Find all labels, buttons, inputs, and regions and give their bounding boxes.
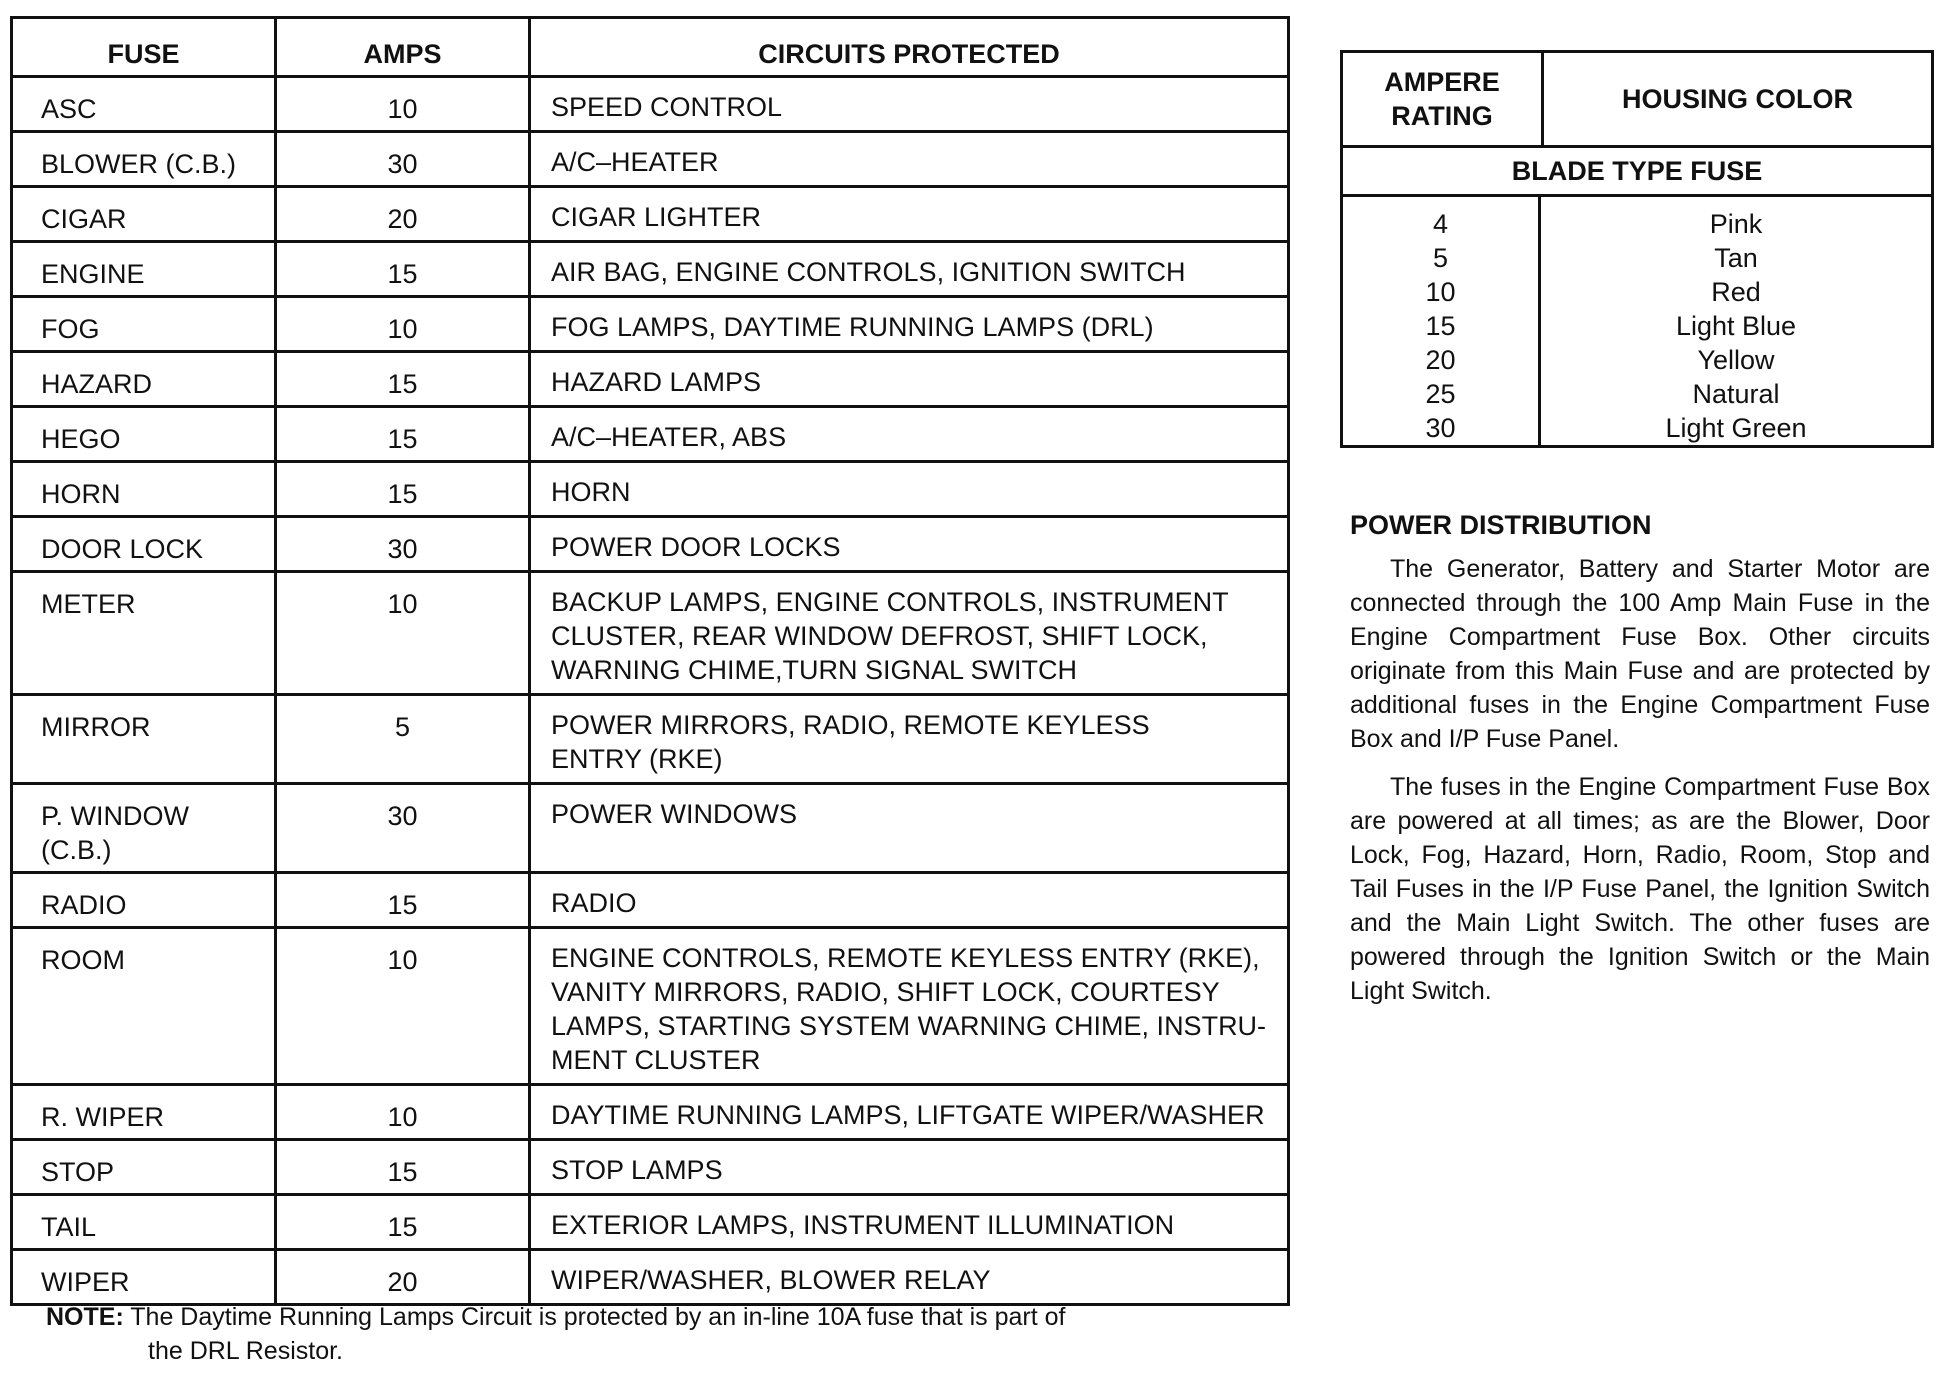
ampere-table-header bbox=[1343, 53, 1931, 148]
power-distribution-paragraph: The Generator, Battery and Starter Motor are connected through the 100 Amp Main Fuse in the Engine Compartment Fuse Box. Other circuits originate from this Main Fuse and are protected by additional fuses in the Engine Compartment Fuse Box and I/P Fuse Panel. bbox=[1350, 555, 1930, 753]
fuse-amps-cell: 15 bbox=[276, 462, 530, 517]
fuse-table-row bbox=[12, 1140, 1289, 1195]
fuse-table-row bbox=[12, 873, 1289, 928]
circuits-column-header: CIRCUITS PROTECTED bbox=[530, 18, 1289, 77]
fuse-table-row bbox=[12, 928, 1289, 1085]
housing-color-cell: Tan bbox=[1714, 243, 1758, 273]
circuits-protected-line: MENT CLUSTER bbox=[551, 1045, 761, 1075]
housing-color-column bbox=[1541, 197, 1931, 445]
fuse-name-cell: P. WINDOW (C.B.) bbox=[12, 784, 276, 873]
fuse-amps-cell: 15 bbox=[276, 352, 530, 407]
fuse-amps-cell: 10 bbox=[276, 297, 530, 352]
fuse-table-row bbox=[12, 462, 1289, 517]
fuse-amps-cell: 30 bbox=[276, 517, 530, 572]
fuse-name-cell: CIGAR bbox=[12, 187, 276, 242]
amps-column-header: AMPS bbox=[276, 18, 530, 77]
fuse-amps-cell: 15 bbox=[276, 1195, 530, 1250]
circuits-protected-cell: POWER DOOR LOCKS bbox=[530, 517, 1289, 572]
fuse-amps-cell: 20 bbox=[276, 1250, 530, 1305]
fuse-table-row bbox=[12, 1085, 1289, 1140]
housing-color-cell: Light Blue bbox=[1675, 311, 1797, 341]
fuse-name-cell: FOG bbox=[12, 297, 276, 352]
power-distribution-title: POWER DISTRIBUTION bbox=[1350, 510, 1652, 540]
fuse-table bbox=[10, 16, 1290, 1306]
fuse-name-cell: ENGINE bbox=[12, 242, 276, 297]
circuits-protected-cell bbox=[530, 928, 1289, 1085]
circuits-protected-cell: CIGAR LIGHTER bbox=[530, 187, 1289, 242]
fuse-table-header-row bbox=[12, 18, 1289, 77]
housing-color-cell: Natural bbox=[1692, 379, 1780, 409]
ampere-rating-cell: 30 bbox=[1425, 413, 1456, 443]
fuse-amps-cell: 15 bbox=[276, 242, 530, 297]
circuits-protected-cell: A/C–HEATER, ABS bbox=[530, 407, 1289, 462]
circuits-protected-line: ENTRY (RKE) bbox=[551, 744, 723, 774]
circuits-protected-cell: STOP LAMPS bbox=[530, 1140, 1289, 1195]
fuse-table-row bbox=[12, 517, 1289, 572]
ampere-rating-cell: 25 bbox=[1425, 379, 1456, 409]
note-text-line-1: The Daytime Running Lamps Circuit is protected by an in-line 10A fuse that is part of bbox=[130, 1303, 1066, 1331]
circuits-protected-cell: AIR BAG, ENGINE CONTROLS, IGNITION SWITCH bbox=[530, 242, 1289, 297]
fuse-name-cell: MIRROR bbox=[12, 695, 276, 784]
fuse-amps-cell: 15 bbox=[276, 407, 530, 462]
housing-color-cell: Light Green bbox=[1665, 413, 1807, 443]
circuits-protected-line: ENGINE CONTROLS, REMOTE KEYLESS ENTRY (RKE), bbox=[551, 943, 1260, 973]
housing-color-header: HOUSING COLOR bbox=[1621, 83, 1853, 114]
ampere-color-table bbox=[1340, 50, 1934, 448]
ampere-rating-cell: 4 bbox=[1432, 209, 1449, 239]
ampere-rating-cell: 5 bbox=[1432, 243, 1449, 273]
note bbox=[46, 1300, 1246, 1368]
fuse-table-row bbox=[12, 1195, 1289, 1250]
circuits-protected-cell: FOG LAMPS, DAYTIME RUNNING LAMPS (DRL) bbox=[530, 297, 1289, 352]
fuse-table-body bbox=[12, 77, 1289, 1305]
fuse-amps-cell: 10 bbox=[276, 572, 530, 695]
ampere-rating-cell: 15 bbox=[1425, 311, 1456, 341]
fuse-amps-cell: 10 bbox=[276, 928, 530, 1085]
circuits-protected-cell: WIPER/WASHER, BLOWER RELAY bbox=[530, 1250, 1289, 1305]
ampere-rating-header-line: AMPERE bbox=[1384, 67, 1500, 97]
circuits-protected-cell: A/C–HEATER bbox=[530, 132, 1289, 187]
fuse-amps-cell: 15 bbox=[276, 1140, 530, 1195]
fuse-table-row bbox=[12, 1250, 1289, 1305]
fuse-column-header: FUSE bbox=[12, 18, 276, 77]
circuits-protected-cell bbox=[530, 572, 1289, 695]
fuse-name-cell: STOP bbox=[12, 1140, 276, 1195]
fuse-table-row bbox=[12, 695, 1289, 784]
fuse-name-cell: HORN bbox=[12, 462, 276, 517]
fuse-name-cell: TAIL bbox=[12, 1195, 276, 1250]
circuits-protected-cell bbox=[530, 695, 1289, 784]
power-distribution-section bbox=[1350, 508, 1930, 1022]
circuits-protected-cell: DAYTIME RUNNING LAMPS, LIFTGATE WIPER/WASHER bbox=[530, 1085, 1289, 1140]
fuse-amps-cell: 10 bbox=[276, 77, 530, 132]
circuits-protected-cell: POWER WINDOWS bbox=[530, 784, 1289, 873]
fuse-name-cell: ROOM bbox=[12, 928, 276, 1085]
housing-color-cell: Pink bbox=[1709, 209, 1763, 239]
note-line-1 bbox=[46, 1300, 1246, 1334]
fuse-name-cell: DOOR LOCK bbox=[12, 517, 276, 572]
circuits-protected-line: VANITY MIRRORS, RADIO, SHIFT LOCK, COURTESY bbox=[551, 977, 1220, 1007]
fuse-name-cell: ASC bbox=[12, 77, 276, 132]
power-distribution-paragraph: The fuses in the Engine Compartment Fuse Box are powered at all times; as are the Blower, Door Lock, Fog, Hazard, Horn, Radio, Room, Stop and Tail Fuses in the I/P Fuse Panel, the Ignition Switch and the Main Light Switch. The other fuses are powered through the Ignition Switch or the Main Light Switch. bbox=[1350, 773, 1930, 1005]
fuse-name-cell: BLOWER (C.B.) bbox=[12, 132, 276, 187]
ampere-rating-header bbox=[1343, 53, 1544, 145]
housing-color-cell: Yellow bbox=[1697, 345, 1775, 375]
ampere-rating-header-line: RATING bbox=[1391, 101, 1493, 131]
circuits-protected-line: WARNING CHIME,TURN SIGNAL SWITCH bbox=[551, 655, 1077, 685]
ampere-rating-cell: 10 bbox=[1425, 277, 1456, 307]
fuse-name-cell: HAZARD bbox=[12, 352, 276, 407]
fuse-name-cell: RADIO bbox=[12, 873, 276, 928]
circuits-protected-line: POWER MIRRORS, RADIO, REMOTE KEYLESS bbox=[551, 710, 1150, 740]
blade-type-fuse-subheader: BLADE TYPE FUSE bbox=[1343, 148, 1931, 197]
fuse-table-row bbox=[12, 77, 1289, 132]
circuits-protected-cell: EXTERIOR LAMPS, INSTRUMENT ILLUMINATION bbox=[530, 1195, 1289, 1250]
circuits-protected-line: CLUSTER, REAR WINDOW DEFROST, SHIFT LOCK, bbox=[551, 621, 1208, 651]
note-label: NOTE: bbox=[46, 1303, 124, 1331]
ampere-rating-cell: 20 bbox=[1425, 345, 1456, 375]
circuits-protected-line: BACKUP LAMPS, ENGINE CONTROLS, INSTRUMENT bbox=[551, 587, 1229, 617]
note-text-line-2: the DRL Resistor. bbox=[148, 1337, 343, 1365]
fuse-table-row bbox=[12, 297, 1289, 352]
fuse-table-row bbox=[12, 352, 1289, 407]
fuse-name-cell: METER bbox=[12, 572, 276, 695]
ampere-table-body bbox=[1343, 197, 1931, 445]
fuse-table-row bbox=[12, 132, 1289, 187]
fuse-amps-cell: 15 bbox=[276, 873, 530, 928]
fuse-name-cell: HEGO bbox=[12, 407, 276, 462]
fuse-name-cell: R. WIPER bbox=[12, 1085, 276, 1140]
fuse-amps-cell: 10 bbox=[276, 1085, 530, 1140]
fuse-table-row bbox=[12, 784, 1289, 873]
fuse-table-row bbox=[12, 572, 1289, 695]
fuse-name-cell: WIPER bbox=[12, 1250, 276, 1305]
housing-color-cell: Red bbox=[1711, 277, 1761, 307]
fuse-amps-cell: 30 bbox=[276, 784, 530, 873]
circuits-protected-cell: RADIO bbox=[530, 873, 1289, 928]
circuits-protected-cell: SPEED CONTROL bbox=[530, 77, 1289, 132]
circuits-protected-cell: HORN bbox=[530, 462, 1289, 517]
fuse-amps-cell: 30 bbox=[276, 132, 530, 187]
circuits-protected-cell: HAZARD LAMPS bbox=[530, 352, 1289, 407]
ampere-rating-column bbox=[1343, 197, 1541, 445]
fuse-table-row bbox=[12, 407, 1289, 462]
fuse-table-row bbox=[12, 187, 1289, 242]
fuse-amps-cell: 20 bbox=[276, 187, 530, 242]
fuse-amps-cell: 5 bbox=[276, 695, 530, 784]
circuits-protected-line: LAMPS, STARTING SYSTEM WARNING CHIME, INSTRU- bbox=[551, 1011, 1267, 1041]
fuse-table-row bbox=[12, 242, 1289, 297]
